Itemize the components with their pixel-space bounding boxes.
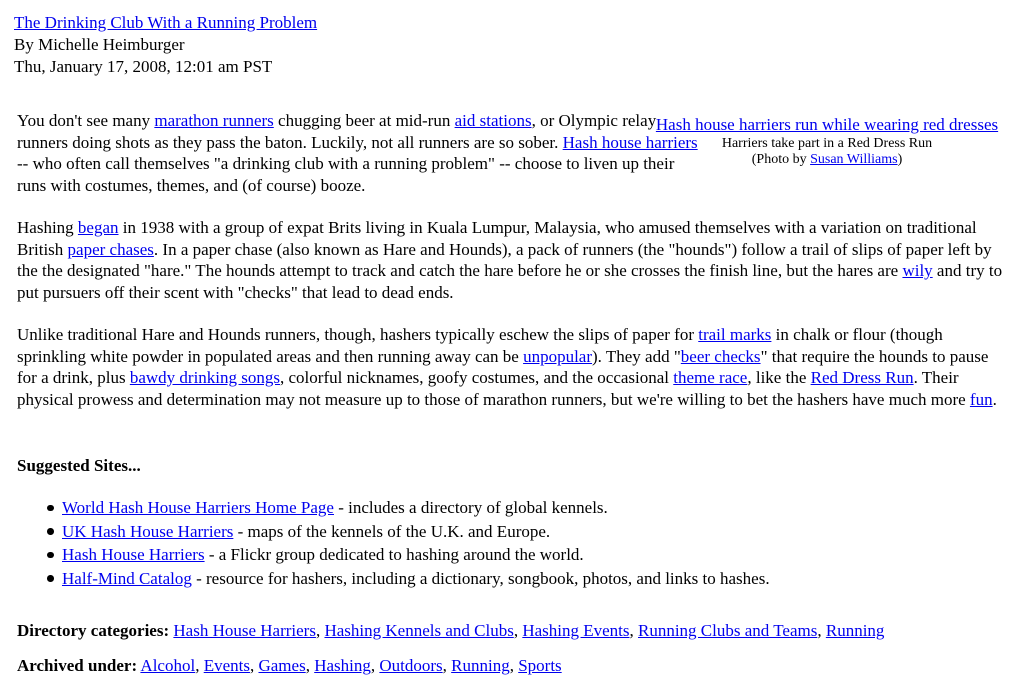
archive-link[interactable]: Sports <box>518 656 562 675</box>
category-link[interactable]: Hashing Kennels and Clubs <box>324 621 514 640</box>
link-wily[interactable]: wily <box>902 261 933 280</box>
site-description: - includes a directory of global kennels. <box>333 498 608 517</box>
text: ). They add " <box>592 346 681 366</box>
article-title-link[interactable]: The Drinking Club With a Running Problem <box>14 13 318 32</box>
photo-credit-link[interactable]: Susan Williams <box>810 152 898 167</box>
directory-categories <box>17 620 884 642</box>
link-unpopular[interactable]: unpopular <box>523 346 593 366</box>
list-item <box>17 496 770 520</box>
byline: By Michelle Heimburger <box>14 35 185 54</box>
text: Unlike traditional Hare and Hounds runners, though, hashers typically eschew the slips of paper for <box>17 325 699 344</box>
link-began[interactable]: began <box>77 218 119 237</box>
archived-under-label: Archived under: <box>17 656 138 675</box>
suggested-sites-heading: Suggested Sites... <box>17 456 141 475</box>
link-red-dress-run[interactable]: Red Dress Run <box>810 368 914 387</box>
link-beer-checks[interactable]: beer checks <box>680 346 761 366</box>
separator: , <box>442 656 452 675</box>
site-description: - resource for hashers, including a dictionary, songbook, photos, and links to hashes. <box>191 568 770 588</box>
separator: , <box>195 656 204 675</box>
category-link[interactable]: Running Clubs and Teams <box>638 621 818 640</box>
separator: , <box>249 656 259 675</box>
paragraph-traditions <box>17 324 1012 410</box>
text: chugging beer at mid-run <box>273 111 455 130</box>
archive-link[interactable]: Running <box>451 656 510 675</box>
list-item <box>17 520 770 544</box>
separator: , <box>509 656 519 675</box>
paragraph-intro <box>17 110 707 196</box>
article-header <box>14 12 317 78</box>
text: . <box>992 389 997 409</box>
archived-under <box>17 655 562 677</box>
text: " that require the hounds to pause for a drink, plus <box>17 346 989 387</box>
photo-credit-suffix: ) <box>897 152 903 167</box>
bullet-icon <box>47 552 54 559</box>
link-theme-race[interactable]: theme race <box>673 368 748 387</box>
text: You don't see many <box>17 111 155 130</box>
paragraph-history <box>17 217 1012 303</box>
separator: , <box>817 621 826 640</box>
photo-credit-prefix: (Photo by <box>751 152 811 167</box>
text: . In a paper chase (also known as Hare and Hounds), a pack of runners (the "hounds") follow a trail of slips of paper left by the the designated "hare." The hounds attempt to track and catch the hare before he or she crosses the finish line, but the hares are <box>17 239 992 280</box>
site-link[interactable]: Hash House Harriers <box>62 545 205 564</box>
archive-link[interactable]: Hashing <box>314 656 371 675</box>
link-paper-chases[interactable]: paper chases <box>67 239 154 259</box>
link-aid-stations[interactable]: aid stations <box>454 111 532 130</box>
separator: , <box>513 621 523 640</box>
category-link[interactable]: Running <box>825 621 885 640</box>
separator: , <box>305 656 315 675</box>
link-bawdy-drinking-songs[interactable]: bawdy drinking songs <box>129 368 281 387</box>
site-link[interactable]: Half-Mind Catalog <box>62 568 192 588</box>
site-description: - a Flickr group dedicated to hashing around the world. <box>204 545 584 564</box>
photo-title-link[interactable]: Hash house harriers run while wearing red dresses <box>655 115 999 134</box>
list-item <box>17 567 770 591</box>
article-body <box>17 110 1012 410</box>
site-link[interactable]: World Hash House Harriers Home Page <box>62 498 334 517</box>
bullet-icon <box>47 528 54 535</box>
archive-link[interactable]: Outdoors <box>379 656 443 675</box>
separator: , <box>370 656 380 675</box>
site-link[interactable]: UK Hash House Harriers <box>62 521 234 541</box>
link-hash-house-harriers[interactable]: Hash house harriers <box>562 132 698 152</box>
text: . Their physical prowess and determination may not measure up to those of marathon runners, but we're willing to bet the hashers have much more <box>17 368 970 409</box>
text: , like the <box>747 368 811 387</box>
link-trail-marks[interactable]: trail marks <box>698 325 772 344</box>
archive-link[interactable]: Alcohol <box>140 656 196 675</box>
separator: , <box>315 621 325 640</box>
publish-date: Thu, January 17, 2008, 12:01 am PST <box>14 57 273 76</box>
separator: , <box>629 621 638 640</box>
text: in 1938 with a group of expat Brits living in Kuala Lumpur, Malaysia, who amused themselves with a variation on traditional British <box>17 218 977 259</box>
text: , or Olympic relay runners doing shots as they pass the baton. Luckily, not all runners are so sober. <box>17 111 657 152</box>
text: in chalk or flour (though sprinkling white powder in populated areas and then running away can be <box>17 325 943 366</box>
site-description: - maps of the kennels of the U.K. and Europe. <box>233 521 551 541</box>
text: Hashing <box>17 218 78 237</box>
suggested-sites-list <box>17 496 770 590</box>
archive-link[interactable]: Games <box>258 656 306 675</box>
archive-link[interactable]: Events <box>203 656 250 675</box>
text: -- who often call themselves "a drinking club with a running problem" -- choose to liven up their runs with costumes, themes, and (of course) booze. <box>17 154 675 195</box>
list-item <box>17 543 770 567</box>
bullet-icon <box>47 505 54 512</box>
text: , colorful nicknames, goofy costumes, and the occasional <box>280 368 674 387</box>
bullet-icon <box>47 575 54 582</box>
link-fun[interactable]: fun <box>969 389 993 409</box>
text: and try to put pursuers off their scent with "checks" that lead to dead ends. <box>17 261 1003 302</box>
directory-categories-label: Directory categories: <box>17 621 170 640</box>
category-link[interactable]: Hash House Harriers <box>173 621 316 640</box>
photo-caption: Harriers take part in a Red Dress Run <box>721 136 933 151</box>
category-link[interactable]: Hashing Events <box>522 621 630 640</box>
link-marathon-runners[interactable]: marathon runners <box>154 111 274 130</box>
